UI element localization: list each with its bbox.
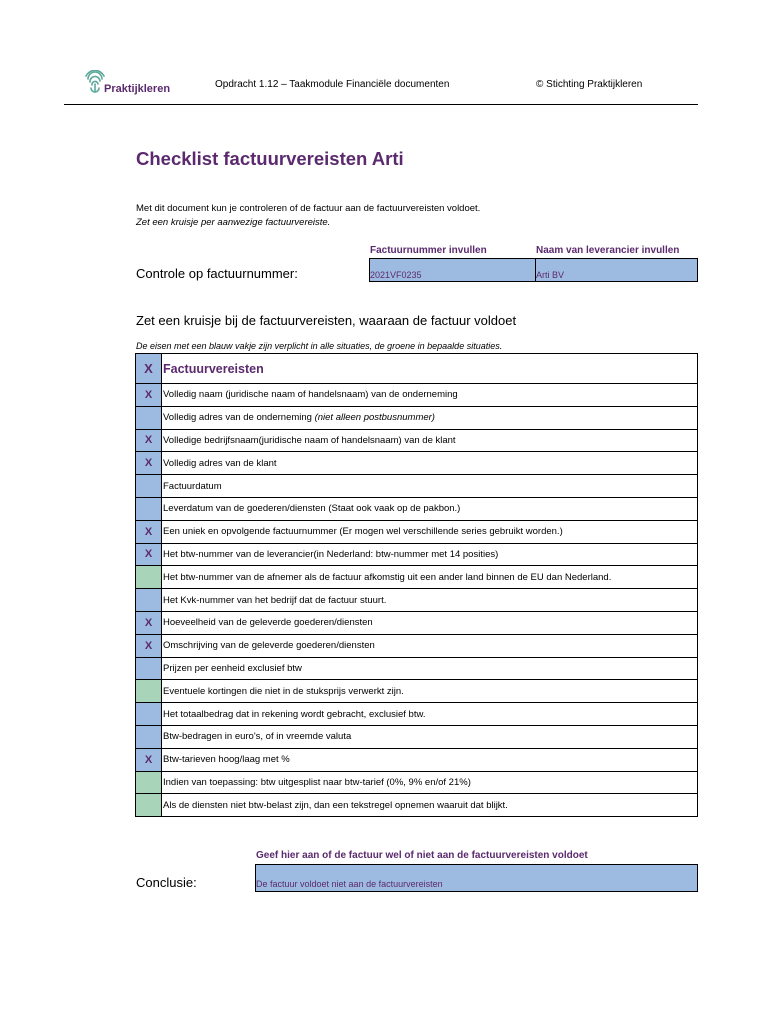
requirement-checkbox[interactable]: X bbox=[136, 748, 162, 771]
requirement-checkbox[interactable] bbox=[136, 725, 162, 748]
requirement-row bbox=[136, 748, 698, 771]
assignment-title: Opdracht 1.12 – Taakmodule Financiële documenten bbox=[215, 79, 450, 90]
requirement-row bbox=[136, 634, 698, 657]
header-checkbox: X bbox=[136, 354, 162, 384]
requirement-row bbox=[136, 520, 698, 543]
conclusion-header: Geef hier aan of de factuur wel of niet aan de factuurvereisten voldoet bbox=[256, 850, 588, 861]
conclusion-label: Conclusie: bbox=[136, 875, 197, 890]
requirement-checkbox[interactable]: X bbox=[136, 634, 162, 657]
requirement-checkbox[interactable] bbox=[136, 771, 162, 794]
requirement-text: Volledig naam (juridische naam of handelsnaam) van de onderneming bbox=[163, 389, 458, 401]
logo-text: Praktijkleren bbox=[104, 83, 171, 95]
supplier-name-field[interactable]: Arti BV bbox=[535, 258, 698, 282]
requirement-label bbox=[162, 452, 698, 475]
requirement-checkbox[interactable]: X bbox=[136, 543, 162, 566]
header-divider bbox=[64, 104, 698, 105]
copyright-text: © Stichting Praktijkleren bbox=[536, 79, 643, 90]
requirement-checkbox[interactable]: X bbox=[136, 611, 162, 634]
requirement-note: (niet alleen postbusnummer) bbox=[314, 412, 435, 424]
color-legend-note: De eisen met een blauw vakje zijn verplicht in alle situaties, de groene in bepaalde situaties. bbox=[136, 341, 503, 351]
requirement-row bbox=[136, 384, 698, 407]
requirement-checkbox[interactable]: X bbox=[136, 520, 162, 543]
requirement-text: Omschrijving van de geleverde goederen/diensten bbox=[163, 640, 375, 652]
requirement-label bbox=[162, 611, 698, 634]
requirement-row bbox=[136, 703, 698, 726]
requirement-label bbox=[162, 771, 698, 794]
requirement-row bbox=[136, 611, 698, 634]
conclusion-field[interactable]: De factuur voldoet niet aan de factuurvereisten bbox=[255, 864, 698, 892]
section-heading: Zet een kruisje bij de factuurvereisten, waaraan de factuur voldoet bbox=[136, 313, 517, 328]
requirement-label bbox=[162, 748, 698, 771]
requirement-row bbox=[136, 452, 698, 475]
requirement-row bbox=[136, 657, 698, 680]
requirement-row bbox=[136, 406, 698, 429]
requirement-text: Het btw-nummer van de afnemer als de factuur afkomstig uit een ander land binnen de EU dan Nederland. bbox=[163, 571, 612, 583]
requirement-row bbox=[136, 566, 698, 589]
requirement-label bbox=[162, 589, 698, 612]
requirement-label bbox=[162, 657, 698, 680]
table-header-label: Factuurvereisten bbox=[162, 354, 698, 384]
requirement-row bbox=[136, 543, 698, 566]
requirement-row bbox=[136, 589, 698, 612]
page-title: Checklist factuurvereisten Arti bbox=[136, 148, 404, 169]
supplier-name-header: Naam van leverancier invullen bbox=[536, 245, 680, 256]
requirement-label bbox=[162, 520, 698, 543]
requirement-row bbox=[136, 497, 698, 520]
requirement-checkbox[interactable]: X bbox=[136, 452, 162, 475]
requirement-label bbox=[162, 429, 698, 452]
requirement-label bbox=[162, 794, 698, 817]
requirement-label bbox=[162, 725, 698, 748]
requirement-label bbox=[162, 406, 698, 429]
requirement-text: Volledig adres van de onderneming bbox=[163, 412, 315, 424]
requirement-checkbox[interactable] bbox=[136, 589, 162, 612]
requirement-text: Het totaalbedrag dat in rekening wordt gebracht, exclusief btw. bbox=[163, 708, 426, 720]
requirement-label bbox=[162, 703, 698, 726]
requirement-text: Factuurdatum bbox=[163, 480, 222, 492]
invoice-number-field[interactable]: 2021VF0235 bbox=[369, 258, 537, 282]
requirement-label bbox=[162, 634, 698, 657]
requirement-checkbox[interactable] bbox=[136, 794, 162, 817]
requirement-checkbox[interactable] bbox=[136, 657, 162, 680]
requirement-row bbox=[136, 725, 698, 748]
requirement-text: Hoeveelheid van de geleverde goederen/diensten bbox=[163, 617, 373, 629]
requirement-checkbox[interactable] bbox=[136, 497, 162, 520]
requirement-text: Een uniek en opvolgende factuurnummer (Er mogen wel verschillende series gebruikt worden.) bbox=[163, 526, 563, 538]
praktijkleren-logo bbox=[84, 70, 174, 100]
requirement-label bbox=[162, 384, 698, 407]
requirement-row bbox=[136, 475, 698, 498]
requirements-table bbox=[135, 353, 698, 817]
requirement-text: Indien van toepassing: btw uitgesplist naar btw-tarief (0%, 9% en/of 21%) bbox=[163, 776, 471, 788]
requirement-text: Leverdatum van de goederen/diensten (Staat ook vaak op de pakbon.) bbox=[163, 503, 461, 515]
invoice-number-header: Factuurnummer invullen bbox=[370, 245, 487, 256]
requirement-row bbox=[136, 794, 698, 817]
requirement-row bbox=[136, 771, 698, 794]
requirement-text: Als de diensten niet btw-belast zijn, dan een tekstregel opnemen waaruit dat blijkt. bbox=[163, 799, 508, 811]
requirement-label bbox=[162, 497, 698, 520]
requirement-label bbox=[162, 566, 698, 589]
fingerprint-logo-icon bbox=[84, 70, 106, 96]
requirement-checkbox[interactable] bbox=[136, 703, 162, 726]
requirement-label bbox=[162, 543, 698, 566]
requirement-label bbox=[162, 680, 698, 703]
requirement-checkbox[interactable] bbox=[136, 475, 162, 498]
requirement-text: Het Kvk-nummer van het bedrijf dat de factuur stuurt. bbox=[163, 594, 387, 606]
intro-text: Met dit document kun je controleren of de factuur aan de factuurvereisten voldoet. bbox=[136, 203, 481, 214]
invoice-check-label: Controle op factuurnummer: bbox=[136, 266, 298, 281]
requirement-text: Het btw-nummer van de leverancier(in Nederland: btw-nummer met 14 posities) bbox=[163, 548, 499, 560]
requirement-checkbox[interactable]: X bbox=[136, 384, 162, 407]
table-header-row bbox=[136, 354, 698, 384]
requirement-label bbox=[162, 475, 698, 498]
intro-instruction: Zet een kruisje per aanwezige factuurvereiste. bbox=[136, 217, 331, 228]
requirement-checkbox[interactable] bbox=[136, 566, 162, 589]
requirement-row bbox=[136, 680, 698, 703]
requirement-text: Btw-tarieven hoog/laag met % bbox=[163, 754, 290, 766]
requirement-checkbox[interactable] bbox=[136, 406, 162, 429]
requirement-row bbox=[136, 429, 698, 452]
requirement-text: Btw-bedragen in euro's, of in vreemde valuta bbox=[163, 731, 352, 743]
requirement-text: Volledig adres van de klant bbox=[163, 457, 277, 469]
requirement-text: Eventuele kortingen die niet in de stuksprijs verwerkt zijn. bbox=[163, 685, 404, 697]
requirement-checkbox[interactable]: X bbox=[136, 429, 162, 452]
requirement-text: Volledige bedrijfsnaam(juridische naam of handelsnaam) van de klant bbox=[163, 434, 456, 446]
requirement-text: Prijzen per eenheid exclusief btw bbox=[163, 662, 302, 674]
requirement-checkbox[interactable] bbox=[136, 680, 162, 703]
